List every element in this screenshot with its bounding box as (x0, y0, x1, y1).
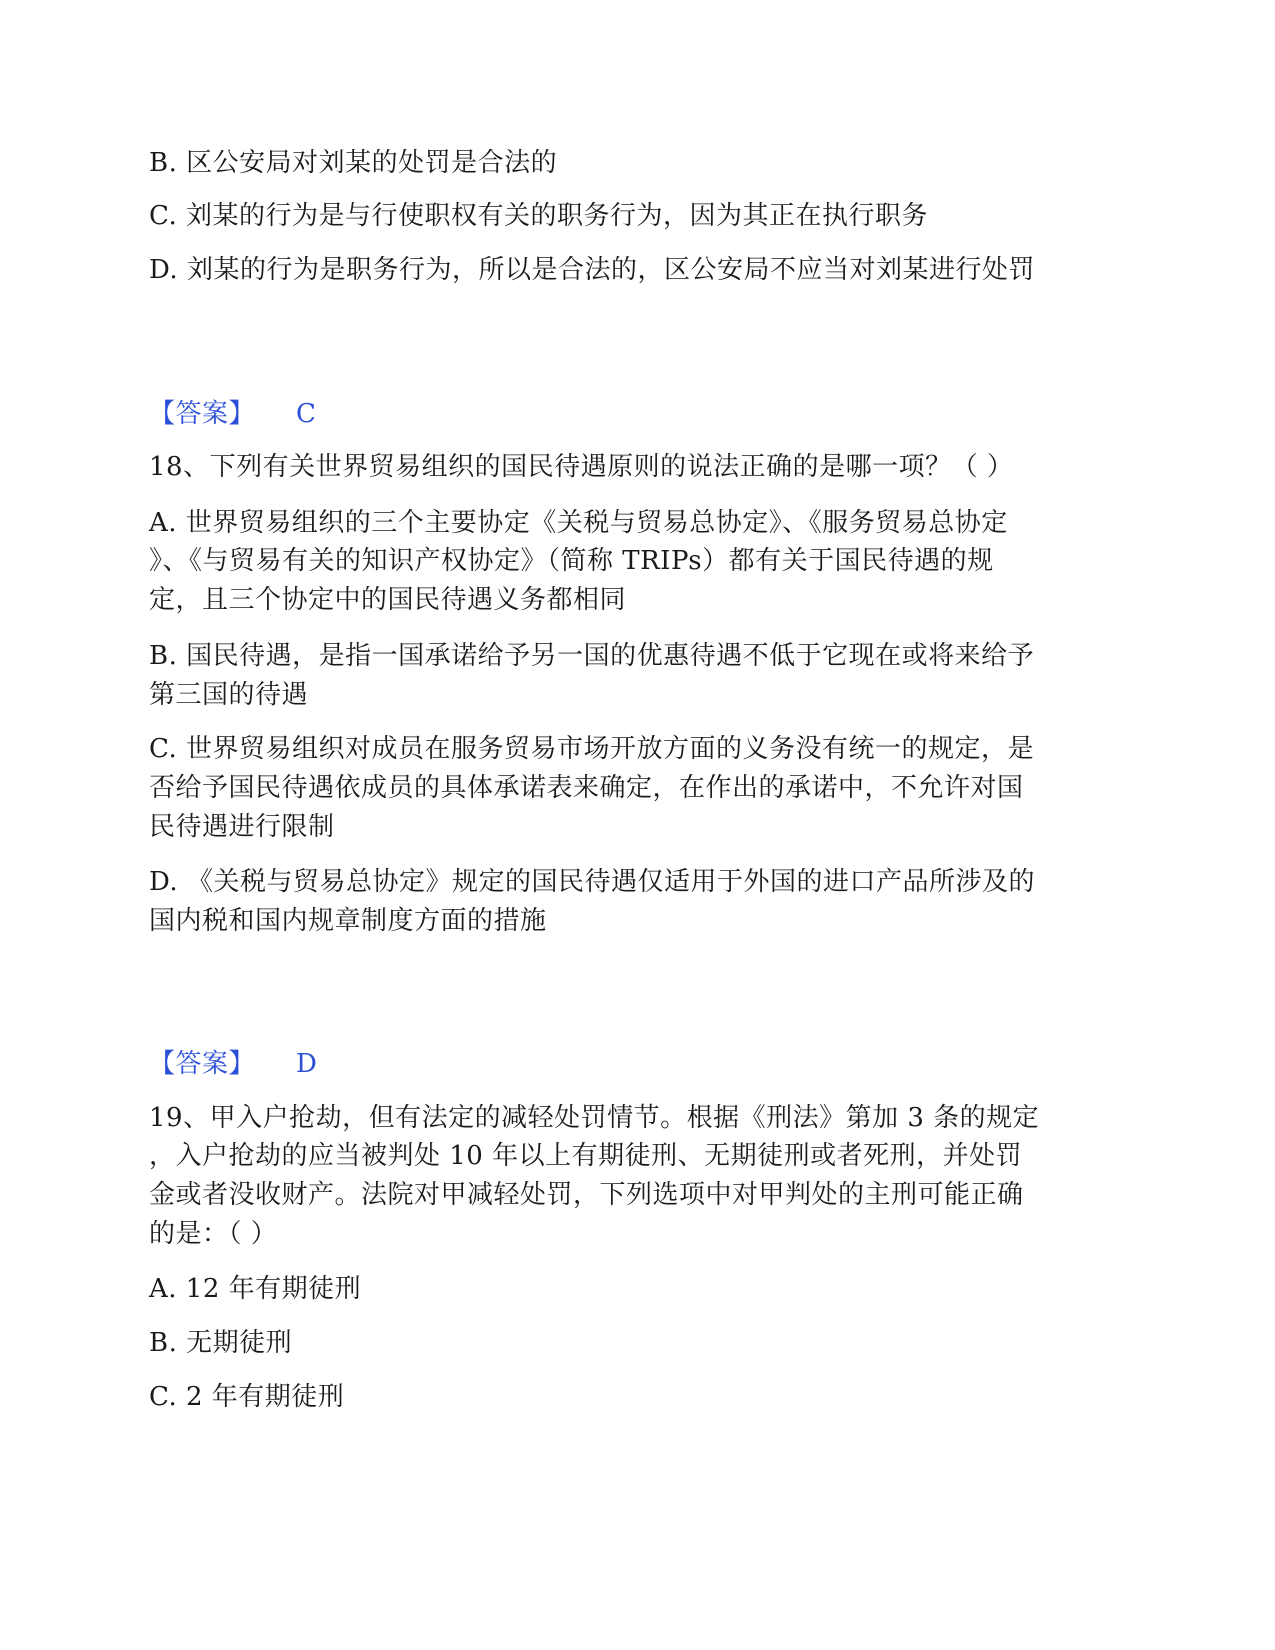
q19-stem-line3: 金或者没收财产。法院对甲减轻处罚，下列选项中对甲判处的主刑可能正确 (149, 1180, 1024, 1210)
q19-option-b: B. 无期徒刑 (149, 1328, 293, 1358)
q17-option-c: C. 刘某的行为是与行使职权有关的职务行为，因为其正在执行职务 (149, 201, 928, 231)
q18-option-c-line1: C. 世界贸易组织对成员在服务贸易市场开放方面的义务没有统一的规定，是 (149, 734, 1034, 764)
q17-answer-label: 【答案】 (149, 399, 256, 429)
q18-answer-value: D (296, 1049, 317, 1079)
q19-stem-line1: 19、甲入户抢劫，但有法定的减轻处罚情节。根据《刑法》第加 3 条的规定 (149, 1103, 1040, 1133)
q18-answer-label: 【答案】 (149, 1049, 256, 1079)
q18-option-a-line1: A. 世界贸易组织的三个主要协定《关税与贸易总协定》、《服务贸易总协定 (149, 508, 1008, 538)
q19-stem-line2: ，入户抢劫的应当被判处 10 年以上有期徒刑、无期徒刑或者死刑，并处罚 (149, 1141, 1023, 1171)
q17-option-b: B. 区公安局对刘某的处罚是合法的 (149, 148, 558, 178)
q18-option-a-line2: 》、《与贸易有关的知识产权协定》（简称 TRIPs）都有关于国民待遇的规 (149, 546, 994, 576)
q18-option-c-line2: 否给予国民待遇依成员的具体承诺表来确定，在作出的承诺中，不允许对国 (149, 773, 1024, 803)
q18-option-b-line1: B. 国民待遇，是指一国承诺给予另一国的优惠待遇不低于它现在或将来给予 (149, 641, 1035, 671)
q19-stem-line4: 的是：（ ） (149, 1219, 278, 1249)
q17-option-d: D. 刘某的行为是职务行为，所以是合法的，区公安局不应当对刘某进行处罚 (149, 255, 1035, 285)
q19-option-a: A. 12 年有期徒刑 (149, 1274, 362, 1304)
q18-option-d-line1: D. 《关税与贸易总协定》规定的国民待遇仅适用于外国的进口产品所涉及的 (149, 867, 1035, 897)
q18-option-a-line3: 定，且三个协定中的国民待遇义务都相同 (149, 585, 627, 615)
q18-option-b-line2: 第三国的待遇 (149, 680, 309, 710)
q18-option-c-line3: 民待遇进行限制 (149, 812, 335, 842)
q19-option-c: C. 2 年有期徒刑 (149, 1382, 345, 1412)
q18-option-d-line2: 国内税和国内规章制度方面的措施 (149, 906, 547, 936)
q18-stem: 18、下列有关世界贸易组织的国民待遇原则的说法正确的是哪一项？（ ） (149, 452, 1014, 482)
q17-answer-value: C (296, 399, 316, 429)
